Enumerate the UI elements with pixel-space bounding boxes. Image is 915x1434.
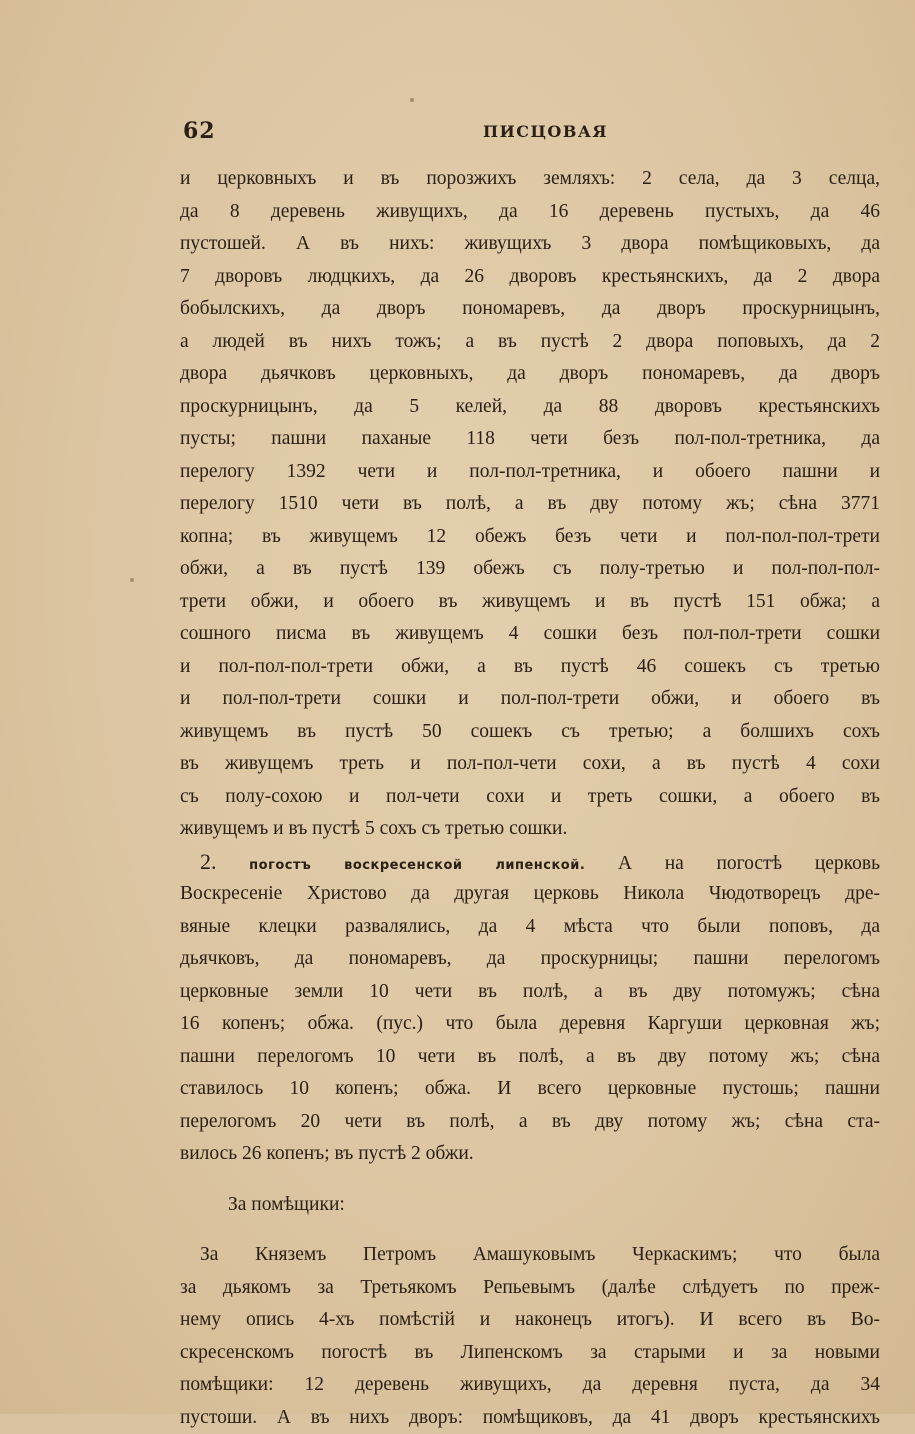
text-line: За Княземъ Петромъ Амашуковымъ Черкаскимъ; что была: [180, 1239, 880, 1272]
text-line: 7 дворовъ людцкихъ, да 26 дворовъ крестьянскихъ, да 2 двора: [180, 261, 880, 294]
paper-spot: [130, 578, 134, 582]
text-line: и пол-пол-трети сошки и пол-пол-трети обжи, и обоего въ: [180, 683, 880, 716]
text-line: дьячковъ, да пономаревъ, да проскурницы; пашни перелогомъ: [180, 943, 880, 976]
paper-spot: [410, 98, 414, 102]
text-line: вилось 26 копенъ; въ пустѣ 2 обжи.: [180, 1138, 880, 1171]
text-line: скресенскомъ погостѣ въ Липенскомъ за старыми и за новыми: [180, 1337, 880, 1370]
section-title: погостъ воскресенской липенской.: [249, 858, 585, 873]
page-number: 62: [183, 118, 216, 144]
text-line: двора дьячковъ церковныхъ, да дворъ пономаревъ, да дворъ: [180, 358, 880, 391]
text-line: за дьякомъ за Третьякомъ Репьевымъ (далѣе слѣдуетъ по преж-: [180, 1272, 880, 1305]
section-first-text: А на погостѣ церковь: [618, 853, 880, 874]
text-line: въ живущемъ треть и пол-пол-чети сохи, а въ пустѣ 4 сохи: [180, 748, 880, 781]
text-line: трети обжи, и обоего въ живущемъ и въ пустѣ 151 обжа; а: [180, 586, 880, 619]
running-head: ПИСЦОВАЯ: [483, 122, 608, 141]
text-line: а людей въ нихъ тожъ; а въ пустѣ 2 двора поповыхъ, да 2: [180, 326, 880, 359]
section-number: 2.: [200, 849, 217, 874]
text-line: проскурницынъ, да 5 келей, да 88 дворовъ крестьянскихъ: [180, 391, 880, 424]
paragraph-2: [180, 846, 880, 1171]
text-line: пустоши. А въ нихъ дворъ: помѣщиковъ, да 41 дворъ крестьянскихъ: [180, 1402, 880, 1434]
subheading: За помѣщики:: [180, 1189, 880, 1222]
text-line: ставилось 10 копенъ; обжа. И всего церковные пустошь; пашни: [180, 1073, 880, 1106]
text-line: живущемъ и въ пустѣ 5 сохъ съ третью сошки.: [180, 813, 880, 846]
text-line: вяные клецки развалялись, да 4 мѣста что были поповъ, да: [180, 911, 880, 944]
text-line: и церковныхъ и въ порозжихъ земляхъ: 2 села, да 3 селца,: [180, 163, 880, 196]
text-line: нему опись 4-хъ помѣстій и наконецъ итогъ). И всего въ Во-: [180, 1304, 880, 1337]
text-line: сошного писма въ живущемъ 4 сошки безъ пол-пол-трети сошки: [180, 618, 880, 651]
text-line: перелогу 1392 чети и пол-пол-третника, и обоего пашни и: [180, 456, 880, 489]
page-header: [183, 118, 880, 148]
text-line: церковные земли 10 чети въ полѣ, а въ дву потомужъ; сѣна: [180, 976, 880, 1009]
text-line: пустошей. А въ нихъ: живущихъ 3 двора помѣщиковыхъ, да: [180, 228, 880, 261]
text-line: помѣщики: 12 деревень живущихъ, да деревня пуста, да 34: [180, 1369, 880, 1402]
text-line: Воскресеніе Христово да другая церковь Никола Чюдотворецъ дре-: [180, 878, 880, 911]
text-line: пусты; пашни паханые 118 чети безъ пол-пол-третника, да: [180, 423, 880, 456]
text-line: и пол-пол-пол-трети обжи, а въ пустѣ 46 сошекъ съ третью: [180, 651, 880, 684]
text-line: перелогу 1510 чети въ полѣ, а въ дву потому жъ; сѣна 3771: [180, 488, 880, 521]
text-line: 16 копенъ; обжа. (пус.) что была деревня Каргуши церковная жъ;: [180, 1008, 880, 1041]
spacer: [180, 1171, 880, 1189]
text-line: бобылскихъ, да дворъ пономаревъ, да дворъ проскурницынъ,: [180, 293, 880, 326]
text-line: [180, 846, 880, 879]
text-line: живущемъ въ пустѣ 50 сошекъ съ третью; а болшихъ сохъ: [180, 716, 880, 749]
text-line: да 8 деревень живущихъ, да 16 деревень пустыхъ, да 46: [180, 196, 880, 229]
spacer: [180, 1221, 880, 1239]
text-line: копна; въ живущемъ 12 обежъ безъ чети и пол-пол-пол-трети: [180, 521, 880, 554]
text-line: пашни перелогомъ 10 чети въ полѣ, а въ дву потому жъ; сѣна: [180, 1041, 880, 1074]
paragraph-3: [180, 1239, 880, 1434]
paragraph-1: [180, 163, 880, 846]
text-line: съ полу-сохою и пол-чети сохи и треть сошки, а обоего въ: [180, 781, 880, 814]
body-text: [180, 163, 880, 1434]
text-line: обжи, а въ пустѣ 139 обежъ съ полу-третью и пол-пол-пол-: [180, 553, 880, 586]
text-line: перелогомъ 20 чети въ полѣ, а въ дву потому жъ; сѣна ста-: [180, 1106, 880, 1139]
